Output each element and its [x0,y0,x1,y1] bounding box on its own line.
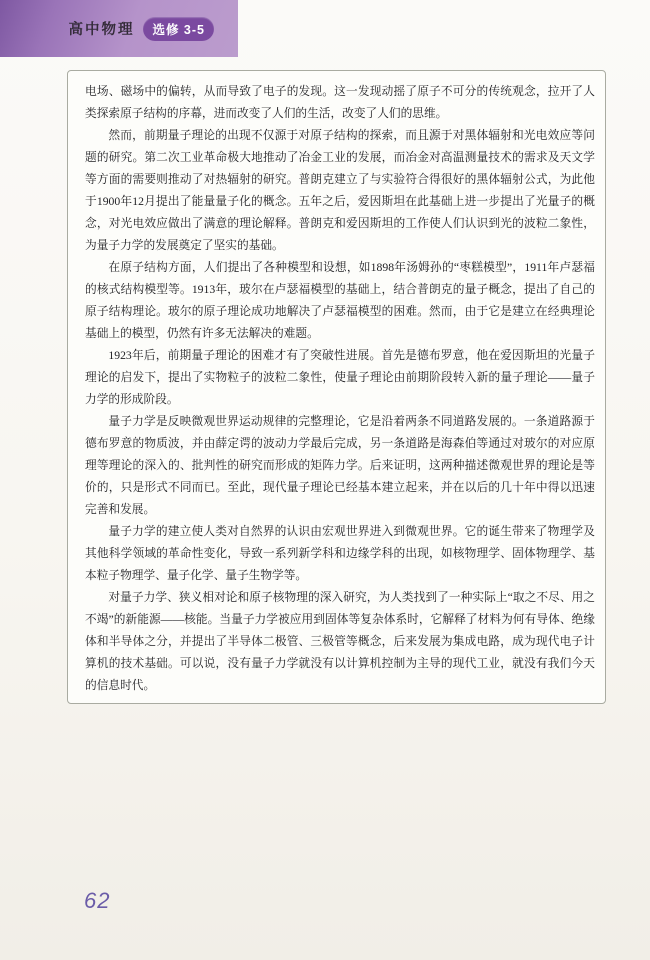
paragraph: 量子力学的建立使人类对自然界的认识由宏观世界进入到微观世界。它的诞生带来了物理学及其他科学领域的革命性变化，导致一系列新学科和边缘学科的出现，如核物理学、固体物理学、基本粒子物理学、量子化学、量子生物学等。 [85,525,595,582]
page-number: 62 [84,888,111,913]
paragraph: 量子力学是反映微观世界运动规律的完整理论，它是沿着两条不同道路发展的。一条道路源于德布罗意的物质波，并由薛定谔的波动力学最后完成，另一条道路是海森伯等通过对玻尔的对应原理等理论的深入的、批判性的研究而形成的矩阵力学。后来证明，这两种描述微观世界的理论是等价的，只是形式不同而已。至此，现代量子理论已经基本建立起来，并在以后的几十年中得以迅速完善和发展。 [85,415,595,516]
series-title: 高中物理 [68,22,135,38]
edition-badge-label: 选修 3-5 [152,22,205,37]
paragraph: 然而，前期量子理论的出现不仅源于对原子结构的探索，而且源于对黑体辐射和光电效应等问题的研究。第二次工业革命极大地推动了冶金工业的发展，而冶金对高温测量技术的需求及天文学等方面的需要则推动了对热辐射的研究。普朗克建立了与实验符合得很好的黑体辐射公式，为此他于1900年12月提出了能量量子化的概念。五年之后，爱因斯坦在此基础上进一步提出了光量子的概念，对光电效应做出了满意的理论解释。普朗克和爱因斯坦的工作使人们认识到光的波粒二象性，为量子力学的发展奠定了坚实的基础。 [85,129,595,252]
paragraph: 在原子结构方面，人们提出了各种模型和设想，如1898年汤姆孙的“枣糕模型”，1911年卢瑟福的核式结构模型等。1913年，玻尔在卢瑟福模型的基础上，结合普朗克的量子概念，提出了自己的原子结构理论。玻尔的原子理论成功地解决了卢瑟福模型的困难。然而，由于它是建立在经典理论基础上的模型，仍然有许多无法解决的难题。 [85,261,595,340]
content-box [67,70,606,704]
article-body [85,81,595,697]
header-band [0,0,238,57]
paragraph: 1923年后，前期量子理论的困难才有了突破性进展。首先是德布罗意，他在爱因斯坦的光量子理论的启发下，提出了实物粒子的波粒二象性，使量子理论由前期阶段转入新的量子理论——量子力学的形成阶段。 [85,349,595,406]
edition-badge [143,17,214,41]
paragraph: 对量子力学、狭义相对论和原子核物理的深入研究，为人类找到了一种实际上“取之不尽、用之不竭”的新能源——核能。当量子力学被应用到固体等复杂体系时，它解释了材料为何有导体、绝缘体和半导体之分，并提出了半导体二极管、三极管等概念，后来发展为集成电路，成为现代电子计算机的技术基础。可以说，没有量子力学就没有以计算机控制为主导的现代工业，就没有我们今天的信息时代。 [85,591,595,692]
paragraph: 电场、磁场中的偏转，从而导致了电子的发现。这一发现动摇了原子不可分的传统观念，拉开了人类探索原子结构的序幕，进而改变了人们的生活，改变了人们的思维。 [85,85,595,120]
